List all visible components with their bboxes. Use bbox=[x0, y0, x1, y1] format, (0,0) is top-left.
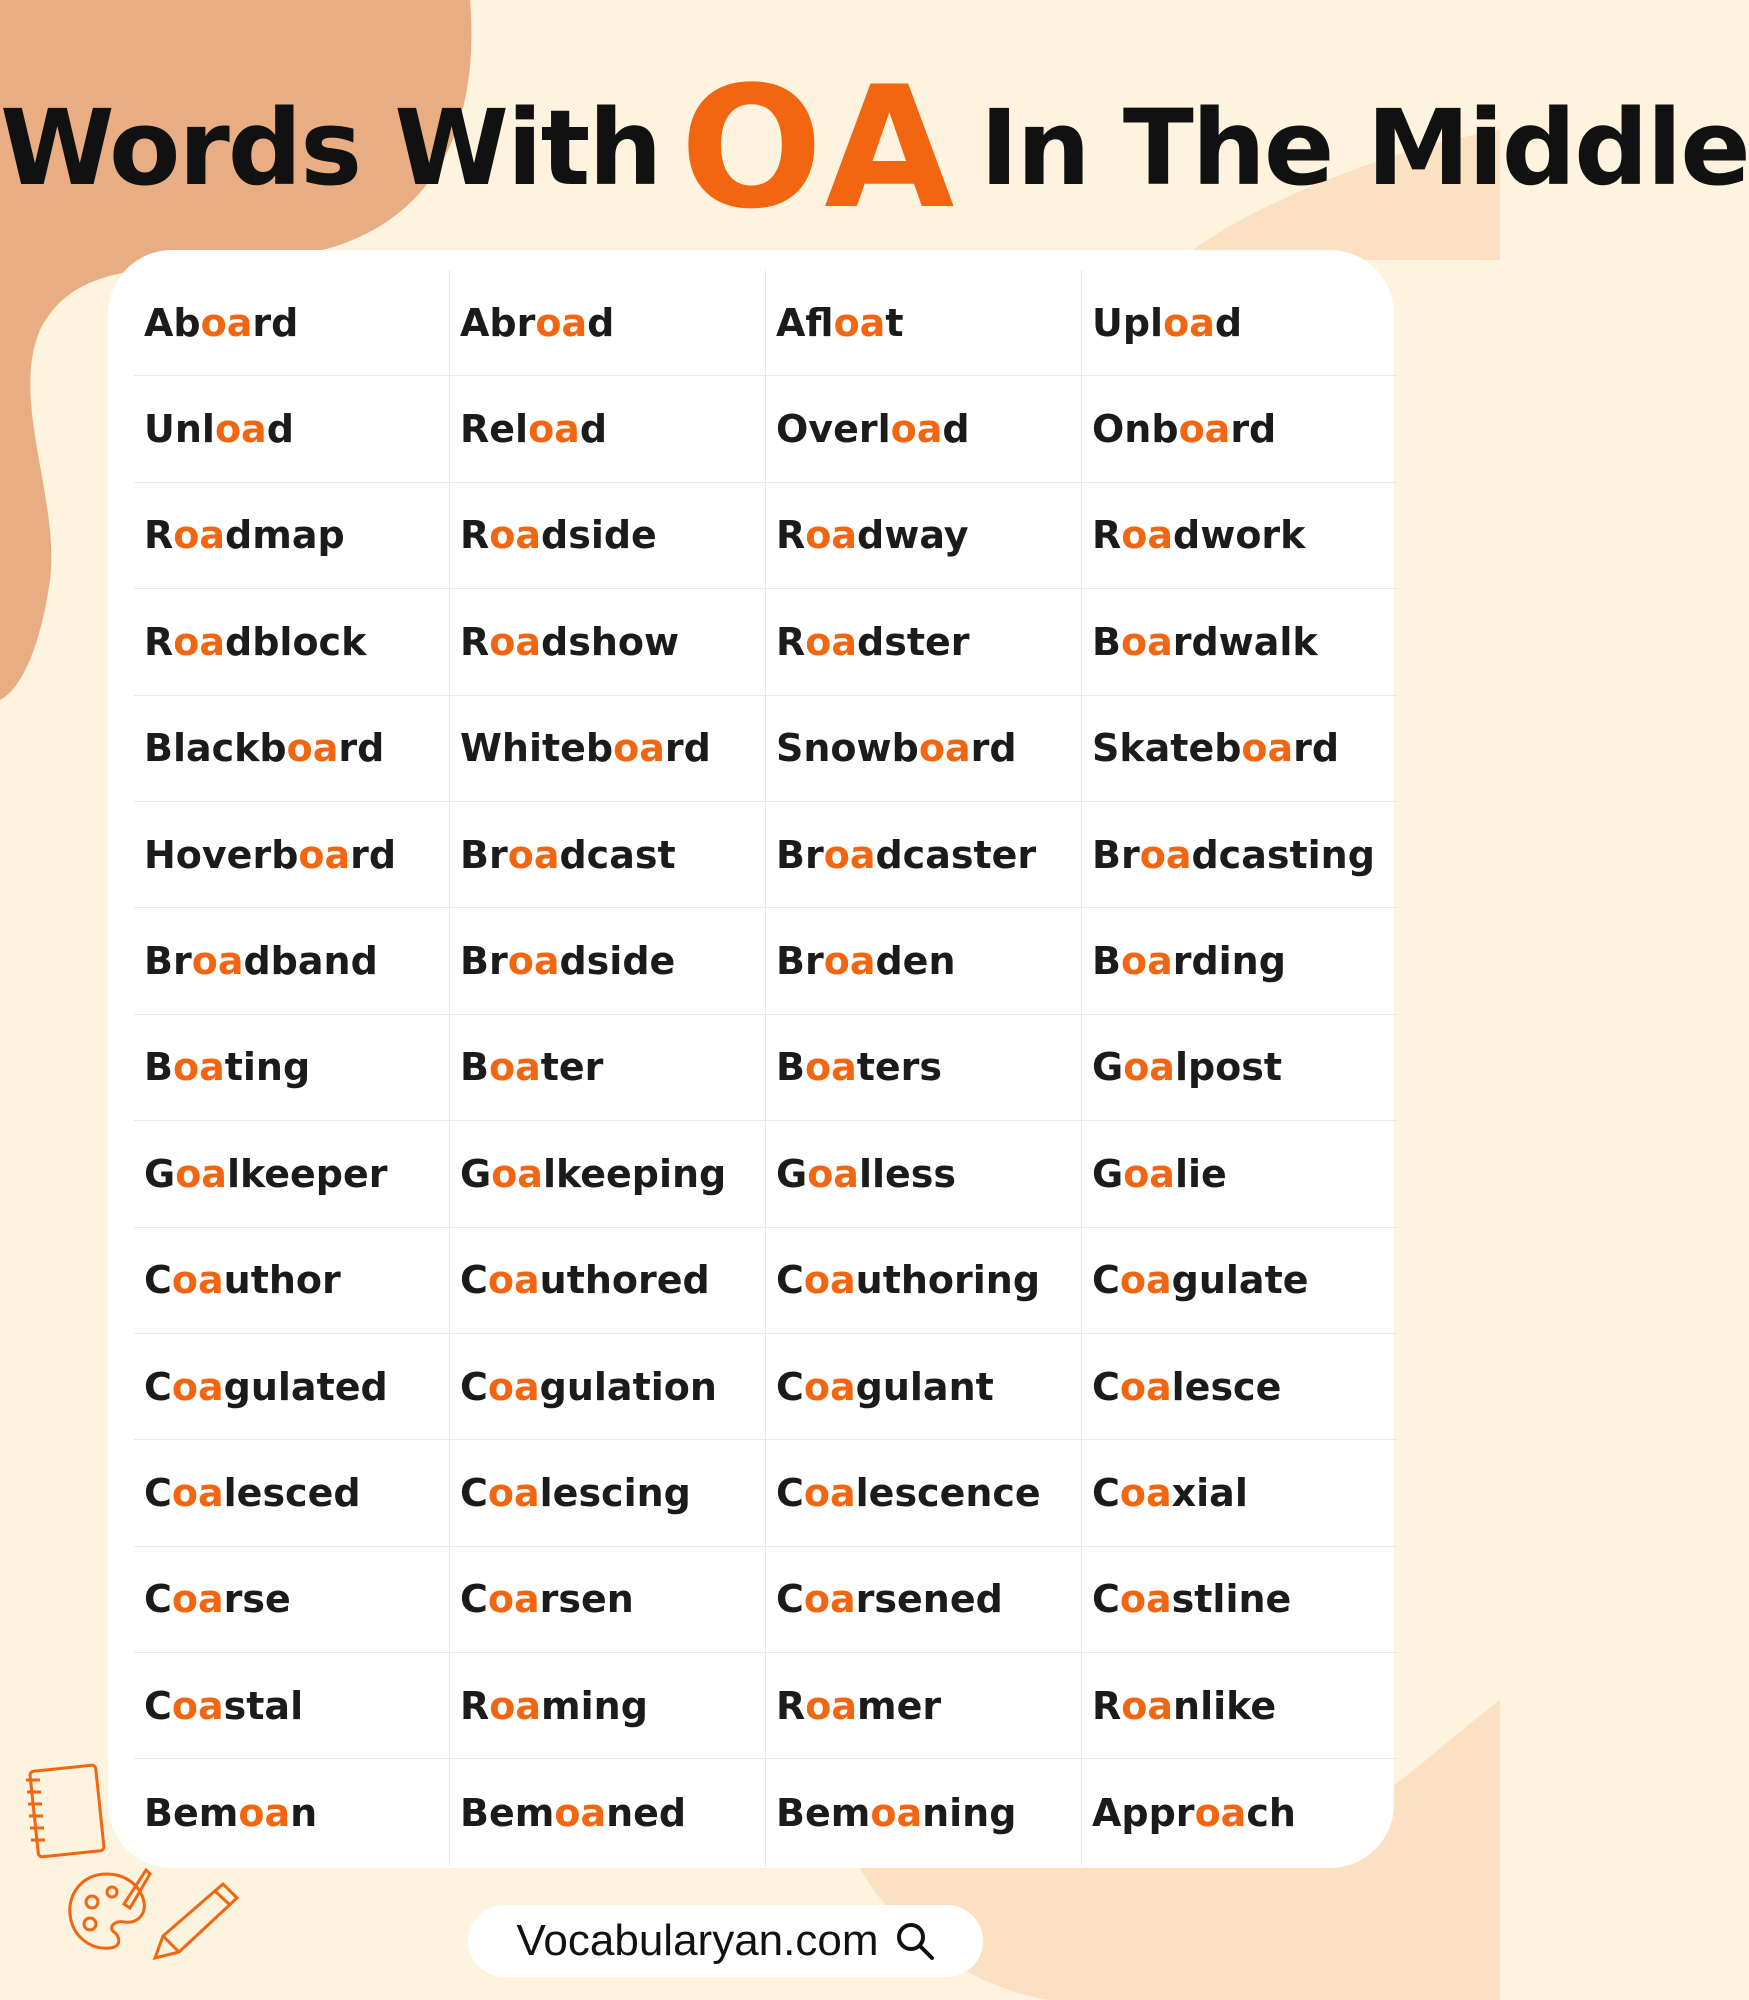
search-icon bbox=[895, 1921, 935, 1961]
word-cell: Blackb oa rd bbox=[134, 696, 450, 802]
oa-highlight: oa bbox=[807, 1151, 859, 1196]
oa-highlight: oa bbox=[554, 1790, 607, 1835]
oa-highlight: oa bbox=[1120, 939, 1173, 984]
word-cell: C oa gulation bbox=[450, 1334, 766, 1440]
oa-highlight: oa bbox=[487, 1577, 540, 1622]
oa-highlight: oa bbox=[1194, 1790, 1247, 1835]
oa-highlight: oa bbox=[171, 1258, 224, 1303]
pencil-icon bbox=[145, 1878, 245, 1968]
word-cell: C oa stal bbox=[134, 1653, 450, 1759]
oa-highlight: oa bbox=[805, 619, 858, 664]
word-cell: R oa ming bbox=[450, 1653, 766, 1759]
oa-highlight: oa bbox=[890, 407, 943, 452]
oa-highlight: oa bbox=[171, 1577, 224, 1622]
word-cell: Br oa dcast bbox=[450, 802, 766, 908]
oa-highlight: oa bbox=[191, 939, 244, 984]
title-before: Words With bbox=[0, 87, 661, 209]
word-cell: C oa gulated bbox=[134, 1334, 450, 1440]
oa-highlight: oa bbox=[175, 1151, 227, 1196]
oa-highlight: oa bbox=[489, 1683, 542, 1728]
word-cell: Rel oa d bbox=[450, 376, 766, 482]
oa-highlight: oa bbox=[507, 832, 560, 877]
oa-highlight: oa bbox=[1139, 832, 1192, 877]
footer-badge[interactable] bbox=[468, 1905, 983, 1977]
oa-highlight: oa bbox=[298, 832, 351, 877]
word-cell: Br oa dcaster bbox=[766, 802, 1082, 908]
word-cell: G oa lie bbox=[1082, 1121, 1398, 1227]
word-cell: C oa lesced bbox=[134, 1440, 450, 1546]
oa-highlight: oa bbox=[171, 1470, 224, 1515]
oa-highlight: oa bbox=[1123, 1045, 1175, 1090]
word-cell: B oa ting bbox=[134, 1015, 450, 1121]
oa-highlight: oa bbox=[487, 1470, 540, 1515]
oa-highlight: oa bbox=[171, 1364, 224, 1409]
word-cell: B oa rding bbox=[1082, 908, 1398, 1014]
word-cell: Afl oa t bbox=[766, 270, 1082, 376]
oa-highlight: oa bbox=[1241, 726, 1294, 771]
word-cell: G oa lpost bbox=[1082, 1015, 1398, 1121]
word-cell: C oa xial bbox=[1082, 1440, 1398, 1546]
word-cell: G oa lkeeper bbox=[134, 1121, 450, 1227]
word-cell: Abr oa d bbox=[450, 270, 766, 376]
title-highlight: OA bbox=[680, 50, 961, 246]
word-card bbox=[108, 250, 1394, 1868]
oa-highlight: oa bbox=[1123, 1151, 1175, 1196]
oa-highlight: oa bbox=[1121, 1683, 1174, 1728]
word-cell: C oa lescing bbox=[450, 1440, 766, 1546]
word-cell: Skateb oa rd bbox=[1082, 696, 1398, 802]
word-cell: Whiteb oa rd bbox=[450, 696, 766, 802]
oa-highlight: oa bbox=[1119, 1470, 1172, 1515]
page-title bbox=[0, 50, 1749, 246]
oa-highlight: oa bbox=[870, 1790, 923, 1835]
oa-highlight: oa bbox=[803, 1470, 856, 1515]
word-cell: Bem oa n bbox=[134, 1759, 450, 1865]
word-cell: C oa rse bbox=[134, 1547, 450, 1653]
word-cell: C oa lescence bbox=[766, 1440, 1082, 1546]
word-cell: R oa mer bbox=[766, 1653, 1082, 1759]
oa-highlight: oa bbox=[488, 1045, 541, 1090]
footer-site[interactable]: Vocabularyan.com bbox=[516, 1916, 879, 1965]
oa-highlight: oa bbox=[286, 726, 339, 771]
word-cell: G oa lless bbox=[766, 1121, 1082, 1227]
oa-highlight: oa bbox=[1120, 619, 1173, 664]
oa-highlight: oa bbox=[214, 407, 267, 452]
oa-highlight: oa bbox=[1119, 1577, 1172, 1622]
oa-highlight: oa bbox=[171, 1683, 224, 1728]
oa-highlight: oa bbox=[487, 1258, 540, 1303]
oa-highlight: oa bbox=[804, 1045, 857, 1090]
word-cell: Upl oa d bbox=[1082, 270, 1398, 376]
oa-highlight: oa bbox=[172, 1045, 225, 1090]
oa-highlight: oa bbox=[238, 1790, 291, 1835]
word-cell: R oa dwork bbox=[1082, 483, 1398, 589]
word-cell: R oa dster bbox=[766, 589, 1082, 695]
oa-highlight: oa bbox=[1178, 407, 1231, 452]
oa-highlight: oa bbox=[173, 513, 226, 558]
word-cell: C oa uthored bbox=[450, 1228, 766, 1334]
word-cell: Appr oa ch bbox=[1092, 1790, 1296, 1835]
word-cell: Br oa dband bbox=[134, 908, 450, 1014]
word-cell: R oa dblock bbox=[134, 589, 450, 695]
word-cell: R oa dway bbox=[766, 483, 1082, 589]
word-cell: R oa dshow bbox=[450, 589, 766, 695]
oa-highlight: oa bbox=[918, 726, 971, 771]
oa-highlight: oa bbox=[487, 1364, 540, 1409]
oa-highlight: oa bbox=[805, 1683, 858, 1728]
word-cell: C oa stline bbox=[1082, 1547, 1398, 1653]
word-cell: R oa nlike bbox=[1082, 1653, 1398, 1759]
word-cell: Br oa dcasting bbox=[1082, 802, 1398, 908]
word-cell: G oa lkeeping bbox=[450, 1121, 766, 1227]
word-cell: C oa rsened bbox=[766, 1547, 1082, 1653]
word-cell: C oa gulant bbox=[766, 1334, 1082, 1440]
word-cell: Bem oa ning bbox=[766, 1759, 1082, 1865]
oa-highlight: oa bbox=[489, 513, 542, 558]
word-cell: Onb oa rd bbox=[1082, 376, 1398, 482]
word-cell: C oa rsen bbox=[450, 1547, 766, 1653]
oa-highlight: oa bbox=[489, 619, 542, 664]
word-cell: C oa gulate bbox=[1082, 1228, 1398, 1334]
oa-highlight: oa bbox=[491, 1151, 543, 1196]
oa-highlight: oa bbox=[200, 300, 253, 345]
palette-icon bbox=[62, 1862, 152, 1957]
title-after: In The Middle bbox=[979, 87, 1749, 209]
oa-highlight: oa bbox=[613, 726, 665, 771]
notebook-icon bbox=[20, 1762, 110, 1862]
oa-highlight: oa bbox=[528, 407, 580, 452]
oa-highlight: oa bbox=[803, 1364, 856, 1409]
oa-highlight: oa bbox=[823, 939, 876, 984]
oa-highlight: oa bbox=[823, 832, 876, 877]
word-cell: B oa rdwalk bbox=[1082, 589, 1398, 695]
word-cell: Br oa den bbox=[766, 908, 1082, 1014]
word-cell: C oa uthoring bbox=[766, 1228, 1082, 1334]
oa-highlight: oa bbox=[507, 939, 560, 984]
word-cell: Bem oa ned bbox=[450, 1759, 766, 1865]
oa-highlight: oa bbox=[1119, 1364, 1172, 1409]
word-cell: C oa lesce bbox=[1082, 1334, 1398, 1440]
word-cell: B oa ters bbox=[766, 1015, 1082, 1121]
oa-highlight: oa bbox=[1121, 513, 1174, 558]
oa-highlight: oa bbox=[803, 1577, 856, 1622]
word-cell: Ab oa rd bbox=[134, 270, 450, 376]
word-cell: B oa ter bbox=[450, 1015, 766, 1121]
oa-highlight: oa bbox=[833, 300, 886, 345]
word-cell: Hoverb oa rd bbox=[134, 802, 450, 908]
word-cell: Snowb oa rd bbox=[766, 696, 1082, 802]
oa-highlight: oa bbox=[535, 300, 588, 345]
oa-highlight: oa bbox=[173, 619, 226, 664]
oa-highlight: oa bbox=[805, 513, 858, 558]
oa-highlight: oa bbox=[1119, 1258, 1172, 1303]
word-cell: Overl oa d bbox=[766, 376, 1082, 482]
word-cell: Br oa dside bbox=[450, 908, 766, 1014]
word-cell: R oa dside bbox=[450, 483, 766, 589]
word-cell: Unl oa d bbox=[134, 376, 450, 482]
word-cell: C oa uthor bbox=[134, 1228, 450, 1334]
word-cell: R oa dmap bbox=[134, 483, 450, 589]
oa-highlight: oa bbox=[803, 1258, 856, 1303]
word-grid bbox=[134, 270, 1398, 1866]
oa-highlight: oa bbox=[1163, 300, 1215, 345]
